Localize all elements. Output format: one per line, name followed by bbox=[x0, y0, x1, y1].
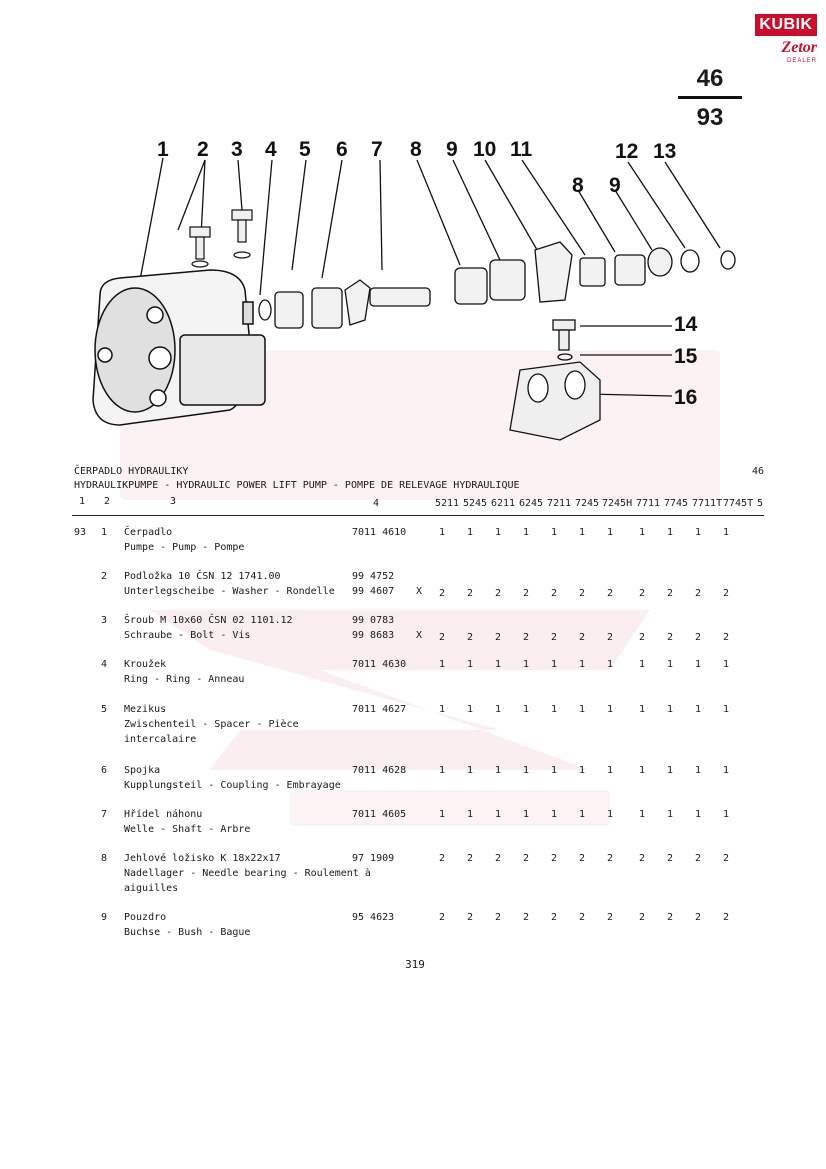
row-quantity: 2 bbox=[606, 912, 614, 923]
row-quantity: 1 bbox=[522, 809, 530, 820]
row-name: Mezikus bbox=[124, 704, 167, 715]
col-header-5: 5 bbox=[757, 498, 764, 509]
row-quantity: 2 bbox=[522, 588, 530, 599]
page-number: 319 bbox=[405, 958, 425, 971]
page-code bbox=[678, 64, 742, 133]
row-quantity: 1 bbox=[522, 704, 530, 715]
row-quantity: 2 bbox=[606, 853, 614, 864]
col-header-1: 1 bbox=[79, 496, 86, 507]
row-quantity: 1 bbox=[638, 765, 646, 776]
row-quantity: 2 bbox=[606, 632, 614, 643]
section-title-multilingual: HYDRAULIKPUMPE - HYDRAULIC POWER LIFT PUMP - POMPE DE RELEVAGE HYDRAULIQUE bbox=[74, 480, 520, 491]
model-headers bbox=[0, 498, 826, 512]
row-quantity: 2 bbox=[550, 588, 558, 599]
model-header: 7711T bbox=[692, 498, 723, 509]
row-quantity: 2 bbox=[638, 632, 646, 643]
callout-14: 14 bbox=[674, 313, 698, 336]
kubik-zetor-logo bbox=[755, 14, 817, 66]
row-description: intercalaire bbox=[124, 734, 197, 745]
row-quantity: 1 bbox=[466, 704, 474, 715]
row-quantity: 2 bbox=[638, 588, 646, 599]
model-header: 7211 bbox=[547, 498, 572, 509]
row-quantity: 2 bbox=[494, 632, 502, 643]
page-code-bottom: 93 bbox=[696, 104, 724, 131]
row-name: Spojka bbox=[124, 765, 161, 776]
row-quantity: 1 bbox=[578, 809, 586, 820]
section-title-cz: ČERPADLO HYDRAULIKY bbox=[74, 466, 189, 477]
row-quantity: 1 bbox=[638, 809, 646, 820]
row-quantity: 1 bbox=[638, 704, 646, 715]
row-quantity: 2 bbox=[438, 588, 446, 599]
row-quantity: 1 bbox=[722, 809, 730, 820]
row-description: aiguilles bbox=[124, 883, 179, 894]
row-quantity: 2 bbox=[466, 632, 474, 643]
row-quantity: 1 bbox=[438, 809, 446, 820]
row-name: Podložka 10 ČSN 12 1741.00 bbox=[124, 571, 281, 582]
model-header: 5245 bbox=[463, 498, 488, 509]
row-quantity: 2 bbox=[550, 632, 558, 643]
row-quantity: 2 bbox=[438, 853, 446, 864]
row-description: Unterlegscheibe - Washer - Rondelle bbox=[124, 586, 335, 597]
model-header: 5211 bbox=[435, 498, 460, 509]
row-quantity: 1 bbox=[494, 659, 502, 670]
col-header-3: 3 bbox=[170, 496, 177, 507]
row-quantity: 1 bbox=[722, 704, 730, 715]
row-quantity: 1 bbox=[666, 659, 674, 670]
row-quantity: 2 bbox=[494, 853, 502, 864]
row-quantity: 2 bbox=[494, 588, 502, 599]
callout-8a: 8 bbox=[410, 138, 422, 161]
row-quantity: 1 bbox=[494, 704, 502, 715]
row-quantity: 2 bbox=[578, 588, 586, 599]
row-quantity: 1 bbox=[466, 527, 474, 538]
callout-8b: 8 bbox=[572, 174, 584, 197]
row-quantity: 1 bbox=[694, 765, 702, 776]
row-part-number: 7011 4627 bbox=[352, 704, 407, 715]
row-quantity: 1 bbox=[550, 809, 558, 820]
row-description: Ring - Ring - Anneau bbox=[124, 674, 245, 685]
row-quantity: 1 bbox=[694, 704, 702, 715]
row-position: 7 bbox=[101, 809, 108, 820]
row-quantity: 1 bbox=[606, 809, 614, 820]
row-quantity: 2 bbox=[522, 853, 530, 864]
row-quantity: 1 bbox=[578, 659, 586, 670]
model-header: 7245 bbox=[575, 498, 600, 509]
row-quantity: 1 bbox=[638, 527, 646, 538]
row-quantity: 1 bbox=[606, 704, 614, 715]
row-quantity: 2 bbox=[494, 912, 502, 923]
callout-9a: 9 bbox=[446, 138, 458, 161]
row-quantity: 1 bbox=[578, 527, 586, 538]
header-rule bbox=[72, 515, 764, 516]
row-quantity: 1 bbox=[694, 527, 702, 538]
row-quantity: 1 bbox=[666, 765, 674, 776]
row-quantity: 1 bbox=[522, 527, 530, 538]
row-name: Čerpadlo bbox=[124, 527, 173, 538]
row-part-number: 97 1909 bbox=[352, 853, 395, 864]
row-quantity: 2 bbox=[550, 912, 558, 923]
row-quantity: 2 bbox=[694, 912, 702, 923]
row-quantity: 1 bbox=[466, 765, 474, 776]
row-quantity: 2 bbox=[578, 632, 586, 643]
row-quantity: 2 bbox=[550, 853, 558, 864]
row-quantity: 2 bbox=[466, 912, 474, 923]
row-alt-mark: X bbox=[416, 630, 423, 641]
callout-12: 12 bbox=[615, 140, 639, 163]
row-quantity: 1 bbox=[494, 765, 502, 776]
row-quantity: 1 bbox=[694, 809, 702, 820]
model-header: 6211 bbox=[491, 498, 516, 509]
row-quantity: 2 bbox=[438, 912, 446, 923]
row-part-number: 7011 4605 bbox=[352, 809, 407, 820]
row-quantity: 1 bbox=[550, 704, 558, 715]
row-position: 5 bbox=[101, 704, 108, 715]
row-quantity: 2 bbox=[578, 912, 586, 923]
row-quantity: 1 bbox=[550, 527, 558, 538]
row-quantity: 2 bbox=[638, 912, 646, 923]
row-name: Kroužek bbox=[124, 659, 167, 670]
row-quantity: 1 bbox=[466, 809, 474, 820]
row-quantity: 2 bbox=[466, 853, 474, 864]
callout-7: 7 bbox=[371, 138, 383, 161]
callout-10: 10 bbox=[473, 138, 497, 161]
callout-1: 1 bbox=[157, 138, 169, 161]
row-quantity: 2 bbox=[694, 588, 702, 599]
callout-9b: 9 bbox=[609, 174, 621, 197]
model-header: 7245H bbox=[602, 498, 633, 509]
row-quantity: 1 bbox=[666, 527, 674, 538]
exploded-parts-diagram bbox=[60, 130, 780, 460]
row-part-number: 99 0783 bbox=[352, 615, 395, 626]
row-position: 6 bbox=[101, 765, 108, 776]
row-quantity: 2 bbox=[466, 588, 474, 599]
row-quantity: 2 bbox=[666, 853, 674, 864]
row-quantity: 2 bbox=[606, 588, 614, 599]
callout-4: 4 bbox=[265, 138, 277, 161]
row-quantity: 1 bbox=[722, 659, 730, 670]
row-group: 93 bbox=[74, 527, 87, 538]
callout-16: 16 bbox=[674, 386, 698, 409]
row-quantity: 1 bbox=[522, 659, 530, 670]
row-name: Jehlové ložisko K 18x22x17 bbox=[124, 853, 281, 864]
row-quantity: 1 bbox=[438, 527, 446, 538]
callout-15: 15 bbox=[674, 345, 698, 368]
row-quantity: 2 bbox=[522, 632, 530, 643]
row-description: Zwischenteil - Spacer - Pièce bbox=[124, 719, 299, 730]
row-position: 8 bbox=[101, 853, 108, 864]
row-part-number: 7011 4630 bbox=[352, 659, 407, 670]
callout-2: 2 bbox=[197, 138, 209, 161]
row-quantity: 1 bbox=[722, 765, 730, 776]
callout-13: 13 bbox=[653, 140, 677, 163]
row-quantity: 1 bbox=[638, 659, 646, 670]
row-position: 2 bbox=[101, 571, 108, 582]
row-quantity: 1 bbox=[666, 809, 674, 820]
row-quantity: 1 bbox=[606, 527, 614, 538]
row-quantity: 2 bbox=[694, 632, 702, 643]
row-quantity: 2 bbox=[722, 632, 730, 643]
row-description: Pumpe - Pump - Pompe bbox=[124, 542, 245, 553]
page-code-divider bbox=[678, 96, 742, 99]
model-header: 7711 bbox=[636, 498, 661, 509]
row-quantity: 2 bbox=[722, 853, 730, 864]
row-description: Schraube - Bolt - Vis bbox=[124, 630, 251, 641]
model-header: 7745T bbox=[723, 498, 754, 509]
logo-brand: KUBIK bbox=[755, 14, 817, 36]
row-position: 4 bbox=[101, 659, 108, 670]
col-header-2: 2 bbox=[104, 496, 111, 507]
row-quantity: 2 bbox=[666, 588, 674, 599]
row-quantity: 1 bbox=[438, 765, 446, 776]
row-quantity: 1 bbox=[494, 809, 502, 820]
row-quantity: 1 bbox=[666, 704, 674, 715]
row-quantity: 1 bbox=[494, 527, 502, 538]
row-part-number: 99 4607 bbox=[352, 586, 395, 597]
row-position: 1 bbox=[101, 527, 108, 538]
row-name: Šroub M 10x60 ČSN 02 1101.12 bbox=[124, 615, 293, 626]
row-part-number: 99 8683 bbox=[352, 630, 395, 641]
row-quantity: 1 bbox=[550, 765, 558, 776]
row-quantity: 1 bbox=[522, 765, 530, 776]
model-header: 7745 bbox=[664, 498, 689, 509]
row-name: Hřídel náhonu bbox=[124, 809, 203, 820]
callout-11: 11 bbox=[510, 138, 533, 161]
row-quantity: 2 bbox=[578, 853, 586, 864]
row-quantity: 1 bbox=[438, 659, 446, 670]
callout-5: 5 bbox=[299, 138, 311, 161]
row-quantity: 1 bbox=[550, 659, 558, 670]
row-part-number: 99 4752 bbox=[352, 571, 395, 582]
row-quantity: 2 bbox=[694, 853, 702, 864]
row-position: 3 bbox=[101, 615, 108, 626]
logo-make: Zetor bbox=[781, 39, 817, 56]
row-quantity: 2 bbox=[522, 912, 530, 923]
col-header-4: 4 bbox=[373, 498, 380, 509]
page-code-top: 46 bbox=[696, 65, 724, 92]
row-quantity: 1 bbox=[606, 659, 614, 670]
row-description: Buchse - Bush - Bague bbox=[124, 927, 251, 938]
row-description: Kupplungsteil - Coupling - Embrayage bbox=[124, 780, 341, 791]
row-part-number: 7011 4628 bbox=[352, 765, 407, 776]
row-part-number: 95 4623 bbox=[352, 912, 395, 923]
row-quantity: 2 bbox=[438, 632, 446, 643]
row-quantity: 1 bbox=[438, 704, 446, 715]
row-description: Welle - Shaft - Arbre bbox=[124, 824, 251, 835]
row-part-number: 7011 4610 bbox=[352, 527, 407, 538]
right-code: 46 bbox=[752, 466, 765, 477]
row-description: Nadellager - Needle bearing - Roulement à bbox=[124, 868, 371, 879]
row-quantity: 1 bbox=[578, 765, 586, 776]
row-quantity: 1 bbox=[606, 765, 614, 776]
row-alt-mark: X bbox=[416, 586, 423, 597]
row-quantity: 1 bbox=[694, 659, 702, 670]
callout-6: 6 bbox=[336, 138, 348, 161]
row-name: Pouzdro bbox=[124, 912, 167, 923]
callout-3: 3 bbox=[231, 138, 243, 161]
logo-tag: DEALER bbox=[786, 58, 817, 64]
row-quantity: 1 bbox=[466, 659, 474, 670]
row-quantity: 1 bbox=[722, 527, 730, 538]
model-header: 6245 bbox=[519, 498, 544, 509]
row-quantity: 2 bbox=[666, 632, 674, 643]
row-position: 9 bbox=[101, 912, 108, 923]
row-quantity: 2 bbox=[638, 853, 646, 864]
row-quantity: 1 bbox=[578, 704, 586, 715]
row-quantity: 2 bbox=[666, 912, 674, 923]
row-quantity: 2 bbox=[722, 588, 730, 599]
row-quantity: 2 bbox=[722, 912, 730, 923]
